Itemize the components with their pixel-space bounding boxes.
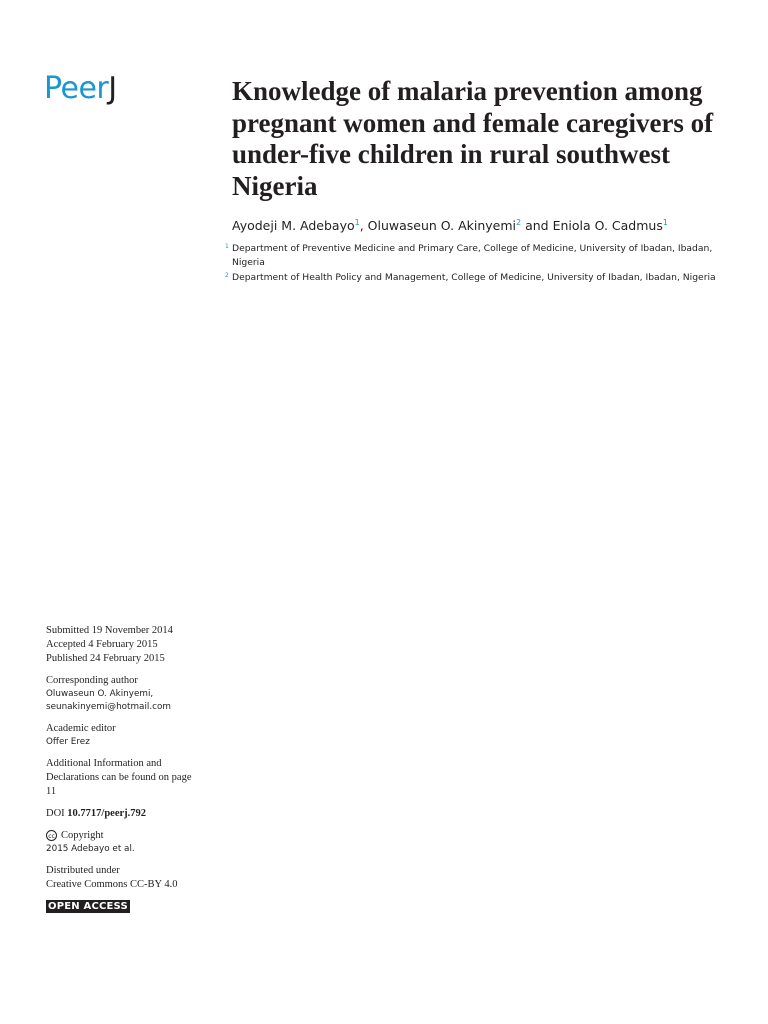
corresponding-author-block (46, 674, 196, 714)
doi-block (46, 807, 196, 821)
submitted-date: Submitted 19 November 2014 (46, 625, 173, 636)
doi-link[interactable]: 10.7717/peerj.792 (67, 808, 147, 819)
peerj-logo: PeerJ (44, 71, 117, 106)
article-metadata-sidebar (46, 624, 196, 914)
author-list: Ayodeji M. Adebayo$^1$, Oluwaseun O. Akinyemi$^2$ and Eniola O. Cadmus$^1$ (232, 218, 668, 234)
corresponding-label: Corresponding author (46, 675, 138, 686)
copyright-label: Copyright (61, 830, 104, 841)
affiliations (225, 242, 732, 287)
doi-label: DOI (46, 808, 65, 819)
distributed-label: Distributed under (46, 865, 120, 876)
author-name: Eniola O. Cadmus (552, 218, 663, 234)
academic-editor-block (46, 722, 196, 749)
copyright-block (46, 829, 196, 856)
additional-info: Additional Information and Declarations can be found on page 11 (46, 758, 192, 797)
creative-commons-icon: cc (46, 830, 57, 841)
article-title: Knowledge of malaria prevention among pregnant women and female caregivers of under-five children in rural southwest Nigeria (232, 76, 714, 201)
corresponding-email[interactable]: seunakinyemi@hotmail.com (46, 702, 171, 712)
author-affiliation-sup: 1 (662, 218, 668, 227)
author-name: Oluwaseun O. Akinyemi (367, 218, 517, 234)
open-access-badge-wrap (46, 900, 196, 914)
author-affiliation-sup: 2 (516, 218, 522, 227)
corresponding-name: Oluwaseun O. Akinyemi, (46, 689, 154, 699)
editor-label: Academic editor (46, 723, 116, 734)
dates-block (46, 624, 196, 666)
affiliation-item: 1 Department of Preventive Medicine and Primary Care, College of Medicine, University of Ibadan, Ibadan, Nigeria (225, 243, 713, 268)
author-name: Ayodeji M. Adebayo (232, 218, 355, 234)
license-text: Creative Commons CC-BY 4.0 (46, 879, 178, 890)
editor-name: Offer Erez (46, 737, 90, 747)
license-block (46, 864, 196, 892)
author-affiliation-sup: 1 (354, 218, 360, 227)
accepted-date: Accepted 4 February 2015 (46, 639, 158, 650)
copyright-value: 2015 Adebayo et al. (46, 844, 135, 854)
published-date: Published 24 February 2015 (46, 653, 165, 664)
affiliation-item: 2 Department of Health Policy and Management, College of Medicine, University of Ibadan, Ibadan, Nigeria (225, 272, 716, 283)
open-access-badge: OPEN ACCESS (48, 901, 128, 912)
